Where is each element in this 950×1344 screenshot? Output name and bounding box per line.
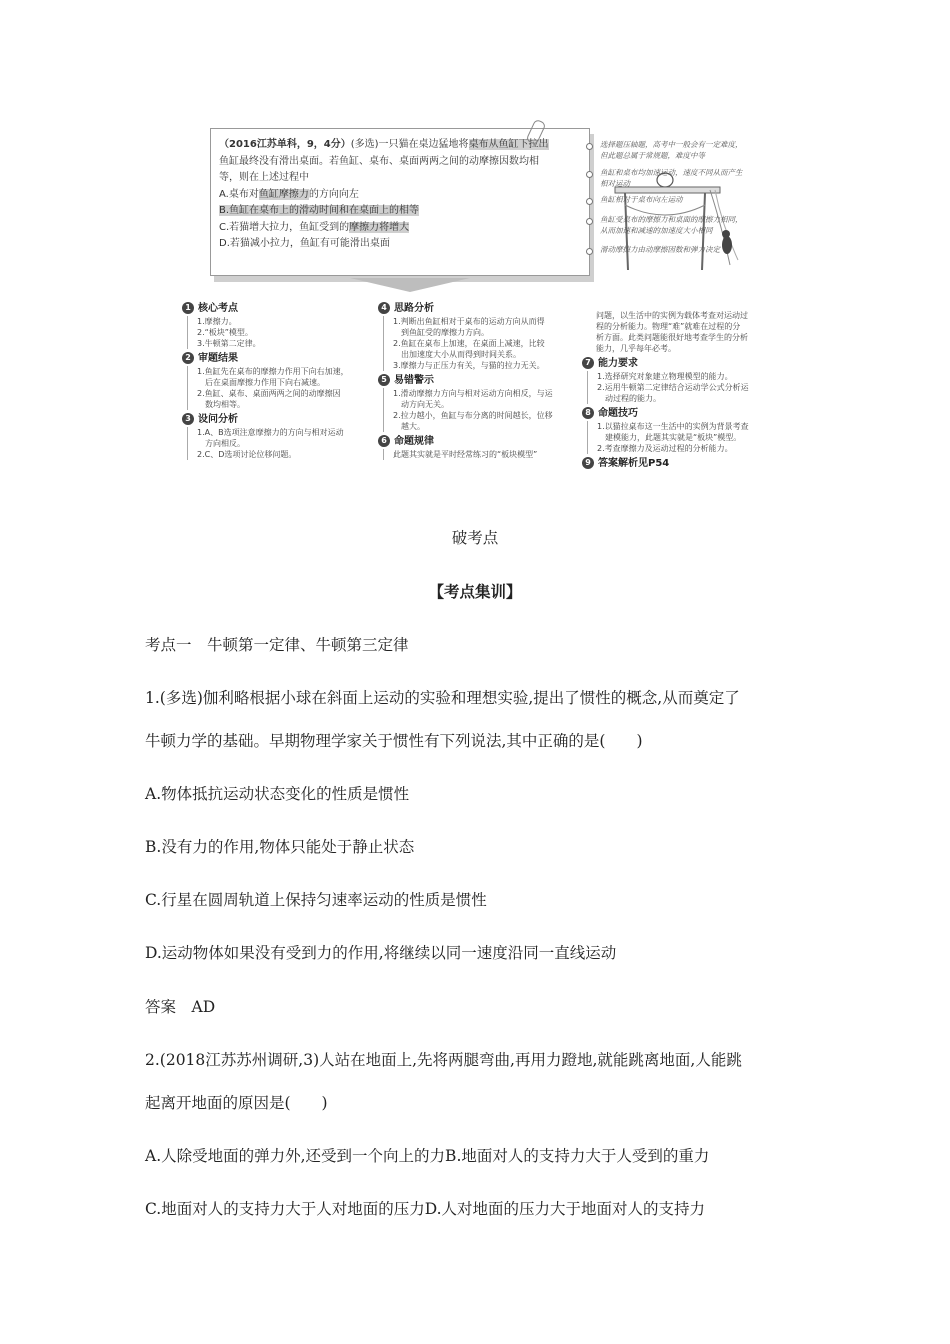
number-7-icon: 7 [582,357,594,369]
section-body [383,388,578,432]
section-line: 方向相反。 [205,439,245,448]
section-line: 2.拉力越小，鱼缸与布分离的时间越长，位移 [393,411,553,420]
note-1: 选择题压轴题，高考中一般会有一定难度， [600,140,743,149]
section-title-text: 能力要求 [598,357,638,369]
note-dot-icon [586,198,593,205]
option-b-highlight: B.鱼缸在桌布上的滑动时间和在桌面上的相等 [219,205,420,216]
number-4-icon: 4 [378,302,390,314]
section-line: 2.C、D选项讨论位移问题。 [197,450,297,459]
option-c-highlight: 摩擦力将增大 [349,221,410,233]
option-a-text-end: 的方向向左 [308,188,359,200]
section-line: 出加速度大小从而得到时间关系。 [401,350,521,359]
option-a-text: A.桌布对 [219,188,259,200]
option-a-highlight: 鱼缸摩擦力 [258,188,309,200]
question-line-2: 鱼缸最终没有滑出桌面。若鱼缸、桌布、桌面两两之间的动摩擦因数均相 [219,155,539,167]
q2-options-cd: C.地面对人的支持力大于人对地面的压力D.人对地面的压力大于地面对人的支持力 [145,1200,706,1218]
section-title [182,413,372,425]
section-title-text: 核心考点 [198,302,238,314]
section-line: 3.摩擦力与正压力有关，与猫的拉力无关。 [393,361,545,370]
exam-analysis-figure [170,120,775,490]
q2-stem-line-2: 起离开地面的原因是( ) [145,1094,328,1112]
section-line: 问题，以生活中的实例为载体考查对运动过 [596,311,748,320]
q1-answer: 答案 AD [145,998,216,1016]
q1-option-c: C.行星在圆周轨道上保持匀速率运动的性质是惯性 [145,891,487,909]
section-line: 建模能力，此题其实就是“板块”模型。 [605,433,742,442]
section-line: 2.鱼缸在桌布上加速，在桌面上减速，比较 [393,339,545,348]
number-6-icon: 6 [378,435,390,447]
section-title [582,357,777,369]
section-line: 1.滑动摩擦力方向与相对运动方向相反，与运 [393,389,553,398]
section-body [187,316,372,349]
q2-options-ab: A.人除受地面的弹力外,还受到一个向上的力B.地面对人的支持力大于人受到的重力 [145,1147,710,1165]
section-title-text: 命题技巧 [598,407,638,419]
section-line: 越大。 [401,422,425,431]
section-title [378,435,578,447]
number-3-icon: 3 [182,413,194,425]
analysis-column-1 [182,300,372,463]
question-line-3: 等，则在上述过程中 [219,172,309,183]
number-1-icon: 1 [182,302,194,314]
note-3: 鱼缸相对于桌布向左运动 [600,195,683,204]
note-dot-icon [586,218,593,225]
section-line: 后在桌面摩擦力作用下向右减速。 [205,378,325,387]
note-dot-icon [586,248,593,255]
q2-stem-line-1: 2.(2018江苏苏州调研,3)人站在地面上,先将两腿弯曲,再用力蹬地,就能跳离地面,人能跳 [145,1051,742,1069]
question-box [210,128,590,276]
flow-arrow-icon [350,278,470,292]
q1-option-b: B.没有力的作用,物体只能处于静止状态 [145,838,415,856]
section-line: 动过程的能力。 [605,394,661,403]
section-title [378,374,578,386]
analysis-column-3 [582,310,777,471]
number-5-icon: 5 [378,374,390,386]
section-line: 程的分析能力。物理“难”就难在过程的分 [596,322,741,331]
section-body [383,449,578,460]
option-d: D.若猫减小拉力，鱼缸有可能滑出桌面 [219,238,390,249]
section-line: 1.A、B选项注意摩擦力的方向与相对运动 [197,428,344,437]
number-8-icon: 8 [582,407,594,419]
section-line: 2.考查摩擦力及运动过程的分析能力。 [597,444,733,453]
question-text: (多选)一只猫在桌边猛地将 [350,139,469,150]
section-body [187,366,372,410]
section-title-text: 审题结果 [198,352,238,364]
option-b [219,203,581,220]
section-line: 1.判断出鱼缸相对于桌布的运动方向从而得 [393,317,545,326]
section-line: 2.运用牛顿第二定律结合运动学公式分析运 [597,383,749,392]
option-a [219,187,581,204]
q1-option-d: D.运动物体如果没有受到力的作用,将继续以同一速度沿同一直线运动 [145,944,617,962]
section-title-text: 思路分析 [394,302,434,314]
section-line: 2.鱼缸、桌布、桌面两两之间的动摩擦因 [197,389,341,398]
section-body [587,371,777,404]
analysis-column-2 [378,300,578,463]
section-title [582,457,777,469]
subsection-heading: 【考点集训】 [428,582,522,601]
section-line: 1.选择研究对象建立物理模型的能力。 [597,372,733,381]
note-4: 鱼缸受桌布的摩擦力和桌面的摩擦力相同， [600,215,743,224]
note-dot-icon [586,143,593,150]
question-source: （2016江苏单科，9，4分） [219,139,351,150]
q1-stem-line-1: 1.(多选)伽利略根据小球在斜面上运动的实验和理想实验,提出了惯性的概念,从而奠定了 [145,689,740,707]
section-line: 能力，几乎每年必考。 [596,344,676,353]
option-c-text: C.若猫增大拉力，鱼缸受到的 [219,221,350,233]
section-line: 3.牛顿第二定律。 [197,339,261,348]
note-dot-icon [586,171,593,178]
q1-option-a: A.物体抵抗运动状态变化的性质是惯性 [145,785,410,803]
note-2: 鱼缸和桌布均加速运动，速度不同从而产生 [600,168,743,177]
section-title-text: 易错警示 [394,374,434,386]
section-line: 动方向无关。 [401,400,449,409]
question-highlight: 桌布从鱼缸下拉出 [468,139,549,150]
section-line: 1.以猫拉桌布这一生活中的实例为背景考查 [597,422,749,431]
answer-reference: 答案解析见P54 [598,457,670,469]
section-title-text: 设问分析 [198,413,238,425]
section-title [182,352,372,364]
section-body [582,310,777,354]
topic-heading: 考点一 牛顿第一定律、牛顿第三定律 [145,636,409,654]
number-2-icon: 2 [182,352,194,364]
section-title [378,302,578,314]
number-9-icon: 9 [582,457,594,469]
section-line: 1.鱼缸先在桌布的摩擦力作用下向右加速， [197,367,349,376]
section-heading: 破考点 [451,529,499,547]
section-line: 1.摩擦力。 [197,317,237,326]
note-5: 滑动摩擦力由动摩擦因数和弹力决定 [600,245,720,254]
note-2b: 相对运动 [600,179,630,188]
section-line: 此题其实就是平时经常练习的“板块模型” [393,450,538,459]
section-body [187,427,372,460]
section-line: 2.“板块”模型。 [197,328,253,337]
section-title-text: 命题规律 [394,435,434,447]
section-line: 到鱼缸受的摩擦力方向。 [401,328,489,337]
q1-stem-line-2: 牛顿力学的基础。早期物理学家关于惯性有下列说法,其中正确的是( ) [145,732,643,750]
note-1b: 但此题总属于常规题，难度中等 [600,151,705,160]
section-body [587,421,777,454]
section-line: 析方面。此类问题能很好地考查学生的分析 [596,333,748,342]
section-title [182,302,372,314]
section-body [383,316,578,371]
note-4b: 从而加速和减速的加速度大小相同 [600,226,713,235]
section-title [582,407,777,419]
option-c [219,220,581,237]
section-line: 数均相等。 [205,400,245,409]
